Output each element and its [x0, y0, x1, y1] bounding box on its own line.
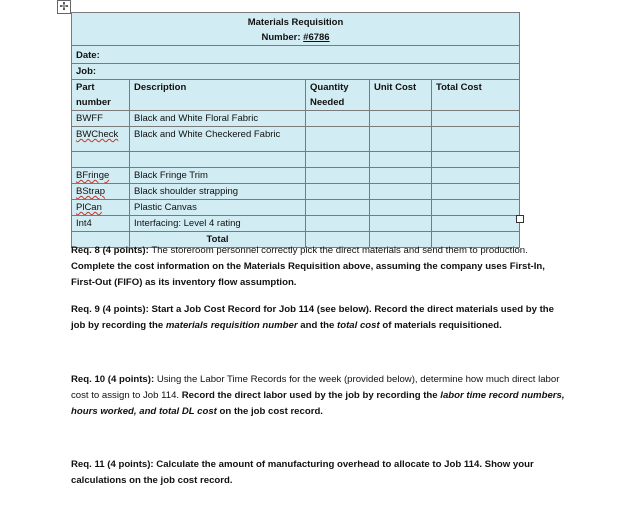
unit-cost-header: Unit Cost	[370, 80, 432, 111]
total-cost-cell[interactable]	[432, 200, 520, 216]
table-row	[72, 200, 520, 216]
description: Black shoulder strapping	[130, 184, 306, 200]
description: Black and White Checkered Fabric	[130, 127, 306, 152]
total-cost-cell[interactable]	[432, 216, 520, 232]
total-cost-cell[interactable]	[432, 127, 520, 152]
table-resize-handle[interactable]	[516, 215, 524, 223]
part-number: BFringe	[72, 168, 130, 184]
description: Interfacing: Level 4 rating	[130, 216, 306, 232]
unit-cost-cell[interactable]	[370, 216, 432, 232]
table-move-handle[interactable]: ✢	[57, 0, 71, 14]
requisition-title-cell	[72, 13, 520, 46]
quantity-cell[interactable]	[306, 168, 370, 184]
req-9-paragraph: Req. 9 (4 points): Start a Job Cost Record for Job 114 (see below). Record the direct materials used by the job by recording the materials requisition number and the total cost of materials requisitioned.	[71, 304, 554, 331]
unit-cost-cell[interactable]	[370, 184, 432, 200]
requisition-title: Materials Requisition	[247, 17, 344, 28]
unit-cost-cell[interactable]	[370, 168, 432, 184]
quantity-cell[interactable]	[306, 127, 370, 152]
job-label: Job:	[72, 64, 520, 80]
part-number: PlCan	[72, 200, 130, 216]
part-number: Int4	[72, 216, 130, 232]
description: Plastic Canvas	[130, 200, 306, 216]
materials-requisition-table	[71, 12, 520, 248]
quantity-cell[interactable]	[306, 184, 370, 200]
total-cost-cell[interactable]	[432, 168, 520, 184]
description: Black Fringe Trim	[130, 168, 306, 184]
quantity-cell[interactable]	[306, 200, 370, 216]
total-cost-cell[interactable]	[432, 111, 520, 127]
table-row	[72, 168, 520, 184]
quantity-cell[interactable]	[306, 111, 370, 127]
unit-cost-cell[interactable]	[370, 111, 432, 127]
header-row	[72, 80, 520, 111]
total-cost-cell[interactable]	[432, 184, 520, 200]
table-row	[72, 184, 520, 200]
date-row	[72, 46, 520, 64]
table-row	[72, 111, 520, 127]
total-label: Total	[130, 232, 306, 248]
part-number: BStrap	[72, 184, 130, 200]
date-label: Date:	[72, 46, 520, 64]
job-row	[72, 64, 520, 80]
req-11-paragraph: Req. 11 (4 points): Calculate the amount of manufacturing overhead to allocate to Job 114. Show your calculations on the job cost record.	[71, 459, 534, 486]
part-number: BWFF	[72, 111, 130, 127]
unit-cost-cell[interactable]	[370, 200, 432, 216]
total-cost-header: Total Cost	[432, 80, 520, 111]
part-number-header: Part number	[72, 80, 130, 111]
unit-cost-cell[interactable]	[370, 127, 432, 152]
req-10-paragraph: Req. 10 (4 points): Using the Labor Time Records for the week (provided below), determine how much direct labor cost to assign to Job 114. Record the direct labor used by the job by recording the labor time record numbers, hours worked, and total DL cost on the job cost record.	[71, 374, 565, 417]
description: Black and White Floral Fabric	[130, 111, 306, 127]
requisition-number: Number: #6786	[261, 32, 330, 43]
part-number: BWCheck	[72, 127, 130, 152]
title-row	[72, 13, 520, 46]
quantity-cell[interactable]	[306, 216, 370, 232]
table-row	[72, 152, 520, 168]
req-8-paragraph: Req. 8 (4 points): The storeroom personnel correctly pick the direct materials and send them to production. Complete the cost information on the Materials Requisition above, assuming the company uses First-In, First-Out (FIFO) as its inventory flow assumption.	[71, 245, 545, 288]
table-row	[72, 216, 520, 232]
table-row	[72, 127, 520, 152]
quantity-header: Quantity Needed	[306, 80, 370, 111]
description-header: Description	[130, 80, 306, 111]
